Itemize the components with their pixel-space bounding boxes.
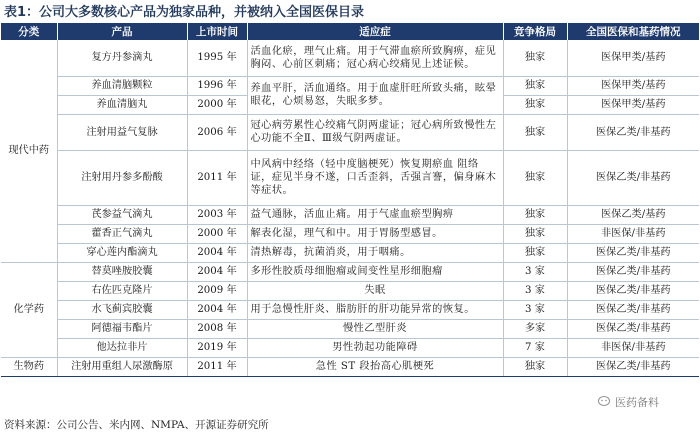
year-cell: 2009 年 [187, 281, 247, 300]
competition-cell: 独家 [503, 357, 567, 376]
table-header-row [1, 23, 699, 40]
product-cell: 养血清脑丸 [57, 95, 187, 114]
product-cell: 他达拉非片 [57, 338, 187, 357]
category-cell: 化学药 [1, 262, 57, 357]
table-row [1, 224, 699, 243]
product-cell: 芪参益气滴丸 [57, 205, 187, 224]
insurance-cell: 医保乙类/非基药 [567, 243, 699, 262]
indication-cell: 失眠 [247, 281, 503, 300]
competition-cell: 独家 [503, 95, 567, 114]
table-row [1, 300, 699, 319]
year-cell: 2011 年 [187, 150, 247, 205]
competition-cell: 独家 [503, 76, 567, 95]
insurance-cell: 医保甲类/基药 [567, 40, 699, 76]
competition-cell: 3 家 [503, 300, 567, 319]
product-cell: 注射用丹参多酚酸 [57, 150, 187, 205]
product-cell: 右佐匹克隆片 [57, 281, 187, 300]
year-cell: 2011 年 [187, 357, 247, 376]
product-cell: 阿德福韦酯片 [57, 319, 187, 338]
year-cell: 2003 年 [187, 205, 247, 224]
competition-cell: 独家 [503, 243, 567, 262]
competition-cell: 独家 [503, 114, 567, 150]
insurance-cell: 医保乙类/非基药 [567, 357, 699, 376]
year-cell: 2004 年 [187, 243, 247, 262]
indication-cell: 冠心病劳累性心绞痛气阴两虚证；冠心病所致慢性左心功能不全Ⅱ、Ⅲ级气阴两虚证。 [247, 114, 503, 150]
product-cell: 藿香正气滴丸 [57, 224, 187, 243]
table-row [1, 319, 699, 338]
indication-cell: 多形性胶质母细胞瘤或间变性星形细胞瘤 [247, 262, 503, 281]
product-cell: 注射用重组人尿激酶原 [57, 357, 187, 376]
product-cell: 穿心莲内酯滴丸 [57, 243, 187, 262]
competition-cell: 多家 [503, 319, 567, 338]
year-cell: 2019 年 [187, 338, 247, 357]
insurance-cell: 医保乙类/非基药 [567, 262, 699, 281]
competition-cell: 独家 [503, 40, 567, 76]
competition-cell: 独家 [503, 205, 567, 224]
competition-cell: 3 家 [503, 262, 567, 281]
insurance-cell: 非医保/非基药 [567, 224, 699, 243]
year-cell: 1995 年 [187, 40, 247, 76]
wechat-icon [598, 395, 612, 409]
table-row [1, 205, 699, 224]
year-cell: 1996 年 [187, 76, 247, 95]
insurance-cell: 非医保/非基药 [567, 338, 699, 357]
product-cell: 养血清脑颗粒 [57, 76, 187, 95]
competition-cell: 独家 [503, 150, 567, 205]
header-category: 分类 [1, 23, 57, 40]
indication-cell: 用于急慢性肝炎、脂肪肝的肝功能异常的恢复。 [247, 300, 503, 319]
indication-cell: 养血平肝，活血通络。用于血虚肝旺所致头痛，眩晕眼花，心烦易怒，失眠多梦。 [247, 76, 503, 114]
table-row [1, 338, 699, 357]
table-row [1, 281, 699, 300]
table-title: 表1：公司大多数核心产品为独家品种，并被纳入全国医保目录 [4, 5, 365, 20]
header-launch-year: 上市时间 [187, 23, 247, 40]
header-product: 产品 [57, 23, 187, 40]
competition-cell: 独家 [503, 224, 567, 243]
category-cell: 生物药 [1, 357, 57, 376]
indication-cell: 清热解毒，抗菌消炎，用于咽痛。 [247, 243, 503, 262]
indication-cell: 活血化瘀，理气止痛。用于气滞血瘀所致胸痹，症见胸闷、心前区刺痛；冠心病心绞痛见上述证候。 [247, 40, 503, 76]
table-row [1, 357, 699, 376]
indication-cell: 慢性乙型肝炎 [247, 319, 503, 338]
category-cell: 现代中药 [1, 40, 57, 262]
product-cell: 替莫唑胺胶囊 [57, 262, 187, 281]
table-row [1, 114, 699, 150]
year-cell: 2000 年 [187, 95, 247, 114]
table-row [1, 150, 699, 205]
insurance-cell: 医保甲类/基药 [567, 76, 699, 95]
insurance-cell: 医保乙类/非基药 [567, 281, 699, 300]
year-cell: 2008 年 [187, 319, 247, 338]
year-cell: 2006 年 [187, 114, 247, 150]
header-insurance: 全国医保和基药情况 [567, 23, 699, 40]
table-row [1, 40, 699, 76]
header-competition: 竞争格局 [503, 23, 567, 40]
year-cell: 2000 年 [187, 224, 247, 243]
indication-cell: 益气通脉，活血止痛。用于气虚血瘀型胸痹 [247, 205, 503, 224]
indication-cell: 急性 ST 段抬高心肌梗死 [247, 357, 503, 376]
product-table [1, 23, 699, 377]
source-note: 资料来源：公司公告、米内网、NMPA、开源证券研究所 [4, 419, 269, 431]
watermark [598, 392, 659, 412]
table-row [1, 76, 699, 95]
product-cell: 复方丹参滴丸 [57, 40, 187, 76]
table-row [1, 262, 699, 281]
watermark-text: 医药备料 [615, 396, 659, 409]
insurance-cell: 医保乙类/非基药 [567, 150, 699, 205]
table-row [1, 243, 699, 262]
insurance-cell: 医保乙类/非基药 [567, 114, 699, 150]
header-indication: 适应症 [247, 23, 503, 40]
indication-cell: 解表化湿，理气和中。用于胃肠型感冒。 [247, 224, 503, 243]
insurance-cell: 医保乙类/非基药 [567, 319, 699, 338]
indication-cell: 中风病中经络（轻中度脑梗死）恢复期瘀血 阻络证，症见半身不遂，口舌歪斜，舌强言謇，偏身麻木等症状。 [247, 150, 503, 205]
competition-cell: 7 家 [503, 338, 567, 357]
year-cell: 2004 年 [187, 262, 247, 281]
year-cell: 2004 年 [187, 300, 247, 319]
insurance-cell: 医保乙类/非基药 [567, 300, 699, 319]
indication-cell: 男性勃起功能障碍 [247, 338, 503, 357]
product-cell: 水飞蓟宾胶囊 [57, 300, 187, 319]
insurance-cell: 医保甲类/基药 [567, 95, 699, 114]
competition-cell: 3 家 [503, 281, 567, 300]
insurance-cell: 医保乙类/基药 [567, 205, 699, 224]
product-cell: 注射用益气复脉 [57, 114, 187, 150]
